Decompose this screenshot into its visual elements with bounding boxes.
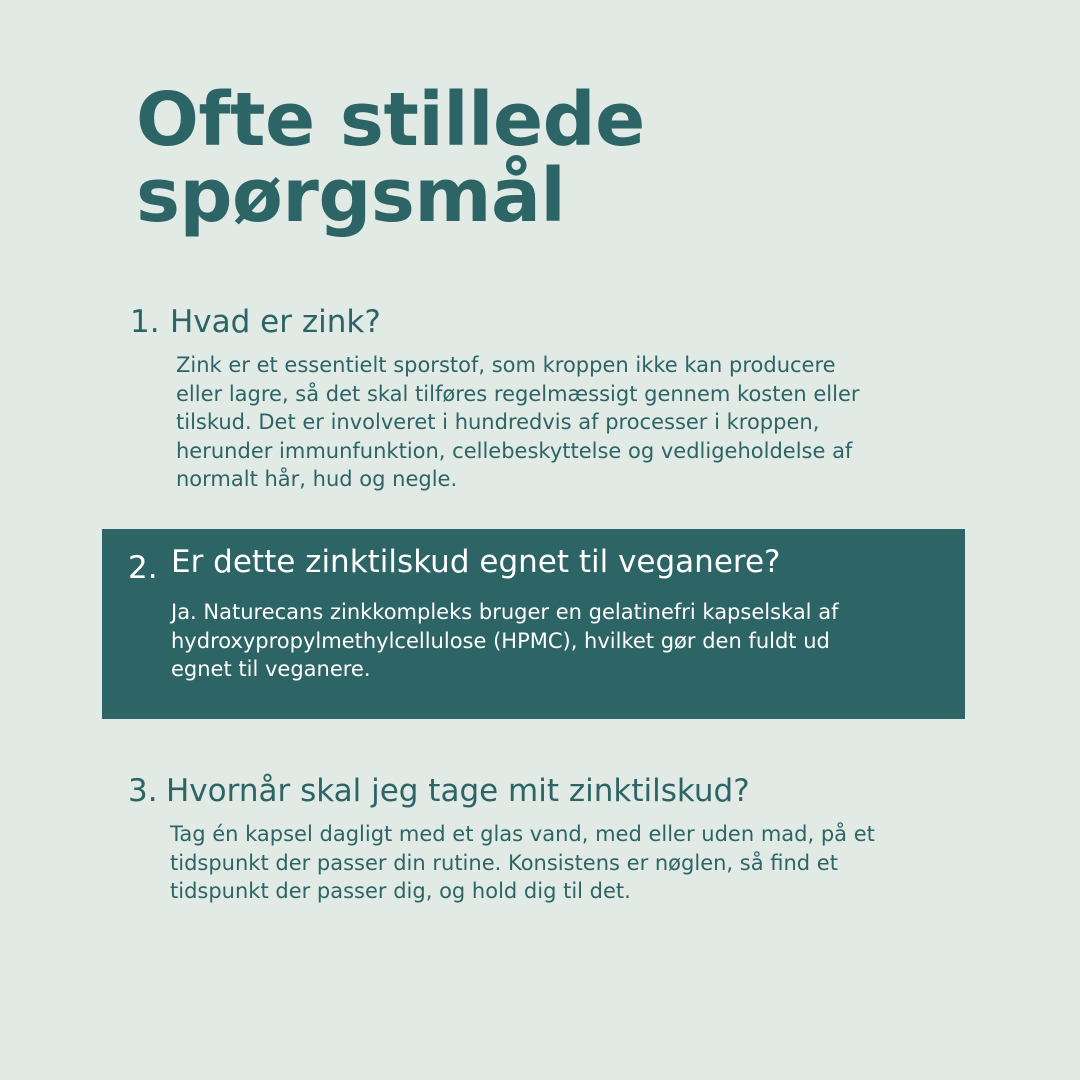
faq-answer-1-line: eller lagre, så det skal tilføres regelmæssigt gennem kosten eller — [176, 381, 860, 406]
faq-answer-2 — [171, 598, 838, 684]
faq-question-text-3: Hvornår skal jeg tage mit zinktilskud? — [166, 773, 750, 809]
faq-number-3: 3. — [128, 773, 158, 809]
faq-answer-1-line: Zink er et essentielt sporstof, som kroppen ikke kan producere — [176, 353, 836, 377]
page-title — [136, 77, 936, 239]
faq-item-2 — [128, 542, 839, 681]
faq-answer-1-line: normalt hår, hud og negle. — [176, 467, 458, 491]
faq-answer-1-line: herunder immunfunktion, cellebeskyttelse og vedligeholdelse af — [176, 438, 853, 463]
faq-answer-2-line: Ja. Naturecans zinkkompleks bruger en gelatinefri kapselskal af — [171, 600, 839, 624]
faq-question-3 — [128, 771, 750, 811]
page-title-line-2: spørgsmål — [136, 153, 566, 239]
faq-answer-3-line: Tag én kapsel dagligt med et glas vand, med eller uden mad, på et — [170, 822, 875, 846]
faq-question-text-2: Er dette zinktilskud egnet til veganere? — [171, 544, 781, 580]
faq-item-3 — [128, 771, 875, 903]
faq-number-1: 1. — [130, 304, 160, 340]
faq-answer-1-line: tilskud. Det er involveret i hundredvis af processer i kroppen, — [176, 410, 820, 434]
faq-number-2: 2. — [128, 550, 158, 586]
faq-answer-2-line: hydroxypropylmethylcellulose (HPMC), hvilket gør den fuldt ud — [171, 628, 830, 653]
faq-answer-1 — [176, 351, 860, 494]
faq-answer-3 — [170, 820, 875, 906]
page-title-line-1: Ofte stillede — [136, 77, 645, 163]
faq-question-1 — [130, 302, 381, 342]
faq-item-1 — [130, 302, 860, 491]
faq-question-2 — [128, 542, 781, 586]
faq-answer-2-line: egnet til veganere. — [171, 657, 371, 681]
faq-question-text-1: Hvad er zink? — [170, 304, 381, 340]
faq-answer-3-line: tidspunkt der passer din rutine. Konsistens er nøglen, så find et — [170, 850, 838, 875]
faq-answer-3-line: tidspunkt der passer dig, og hold dig til det. — [170, 879, 631, 903]
